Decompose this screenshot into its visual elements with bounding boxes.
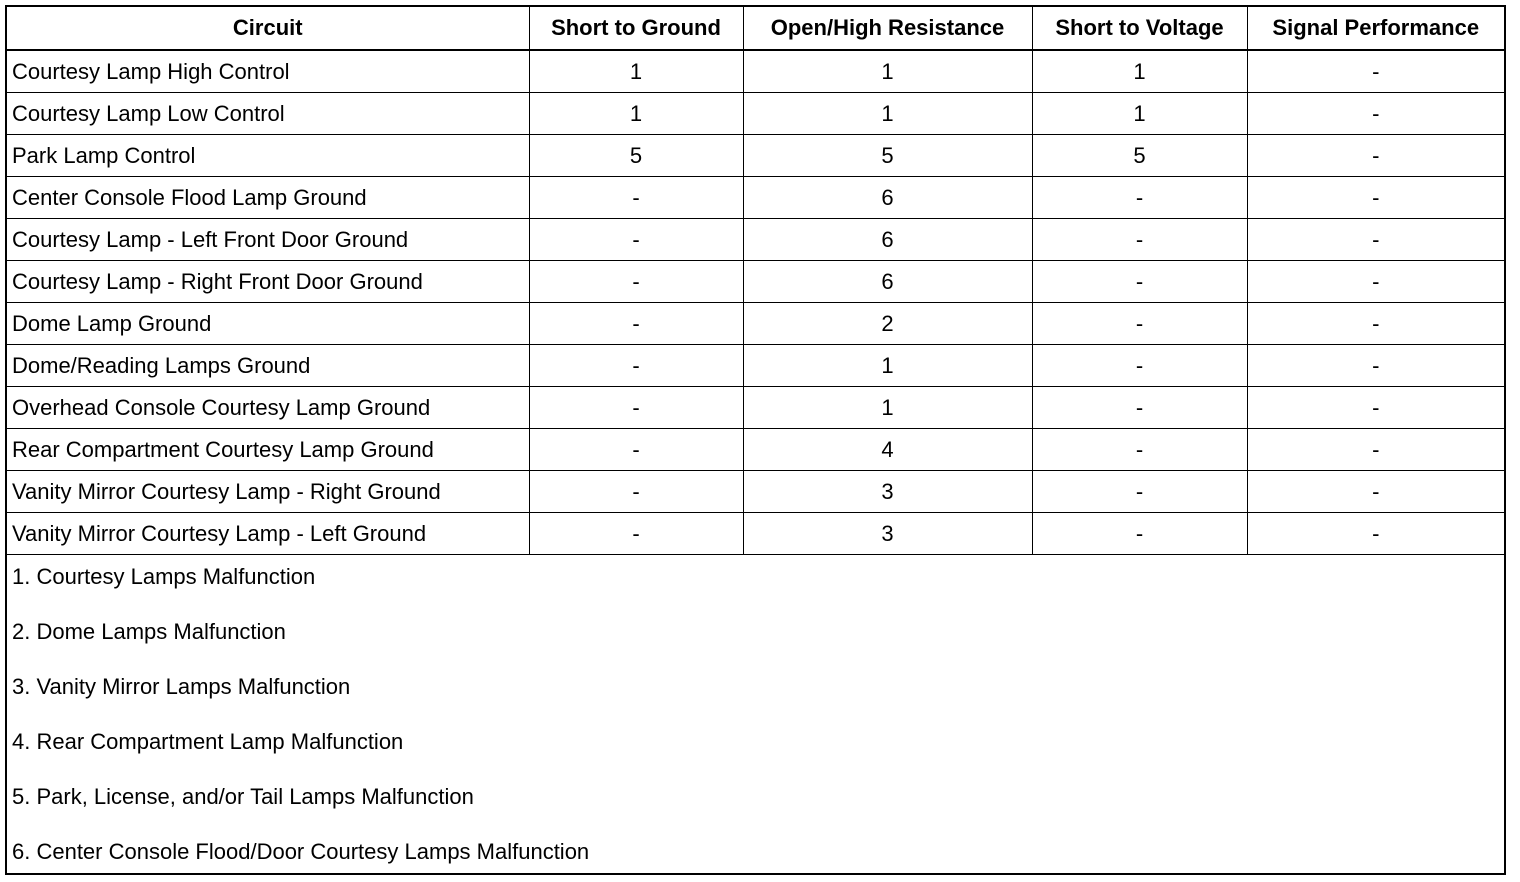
short-to-voltage-value: - xyxy=(1032,387,1247,429)
open-high-resistance-value: 6 xyxy=(743,219,1032,261)
open-high-resistance-value: 1 xyxy=(743,93,1032,135)
signal-performance-value: - xyxy=(1247,93,1504,135)
signal-performance-value: - xyxy=(1247,471,1504,513)
open-high-resistance-value: 1 xyxy=(743,387,1032,429)
circuit-name: Dome/Reading Lamps Ground xyxy=(7,345,529,387)
open-high-resistance-value: 1 xyxy=(743,50,1032,93)
open-high-resistance-value: 6 xyxy=(743,177,1032,219)
short-to-ground-value: - xyxy=(529,177,743,219)
short-to-ground-value: - xyxy=(529,513,743,555)
circuit-name: Center Console Flood Lamp Ground xyxy=(7,177,529,219)
short-to-ground-value: - xyxy=(529,345,743,387)
footnote-item: 2. Dome Lamps Malfunction xyxy=(12,619,286,644)
short-to-ground-value: 1 xyxy=(529,93,743,135)
short-to-voltage-value: 1 xyxy=(1032,93,1247,135)
circuit-symptom-table xyxy=(7,7,1504,555)
short-to-voltage-value: 5 xyxy=(1032,135,1247,177)
open-high-resistance-value: 5 xyxy=(743,135,1032,177)
signal-performance-value: - xyxy=(1247,303,1504,345)
diagnostic-table-frame xyxy=(5,5,1506,875)
circuit-name: Park Lamp Control xyxy=(7,135,529,177)
short-to-voltage-value: - xyxy=(1032,177,1247,219)
circuit-name: Rear Compartment Courtesy Lamp Ground xyxy=(7,429,529,471)
table-row xyxy=(7,345,1504,387)
circuit-name: Courtesy Lamp Low Control xyxy=(7,93,529,135)
signal-performance-value: - xyxy=(1247,429,1504,471)
circuit-name: Courtesy Lamp - Left Front Door Ground xyxy=(7,219,529,261)
open-high-resistance-value: 1 xyxy=(743,345,1032,387)
open-high-resistance-value: 3 xyxy=(743,513,1032,555)
table-row xyxy=(7,261,1504,303)
table-row xyxy=(7,219,1504,261)
table-row xyxy=(7,135,1504,177)
short-to-ground-value: - xyxy=(529,387,743,429)
short-to-ground-value: - xyxy=(529,303,743,345)
short-to-ground-value: - xyxy=(529,471,743,513)
header-signal-performance: Signal Performance xyxy=(1247,7,1504,50)
table-row xyxy=(7,513,1504,555)
table-row xyxy=(7,471,1504,513)
short-to-ground-value: - xyxy=(529,429,743,471)
signal-performance-value: - xyxy=(1247,135,1504,177)
circuit-name: Courtesy Lamp High Control xyxy=(7,50,529,93)
signal-performance-value: - xyxy=(1247,513,1504,555)
footnote-item: 6. Center Console Flood/Door Courtesy Lamps Malfunction xyxy=(12,839,590,864)
short-to-voltage-value: - xyxy=(1032,471,1247,513)
short-to-ground-value: - xyxy=(529,261,743,303)
short-to-voltage-value: - xyxy=(1032,303,1247,345)
table-row xyxy=(7,303,1504,345)
short-to-ground-value: 1 xyxy=(529,50,743,93)
table-row xyxy=(7,387,1504,429)
short-to-voltage-value: 1 xyxy=(1032,50,1247,93)
signal-performance-value: - xyxy=(1247,387,1504,429)
table-row xyxy=(7,429,1504,471)
footnote-item: 1. Courtesy Lamps Malfunction xyxy=(12,564,316,589)
signal-performance-value: - xyxy=(1247,50,1504,93)
short-to-ground-value: - xyxy=(529,219,743,261)
short-to-voltage-value: - xyxy=(1032,219,1247,261)
header-short-to-voltage: Short to Voltage xyxy=(1032,7,1247,50)
signal-performance-value: - xyxy=(1247,219,1504,261)
circuit-name: Overhead Console Courtesy Lamp Ground xyxy=(7,387,529,429)
footnote-item: 5. Park, License, and/or Tail Lamps Malfunction xyxy=(12,784,474,809)
short-to-ground-value: 5 xyxy=(529,135,743,177)
table-header-row xyxy=(7,7,1504,50)
short-to-voltage-value: - xyxy=(1032,261,1247,303)
circuit-name: Courtesy Lamp - Right Front Door Ground xyxy=(7,261,529,303)
table-row xyxy=(7,93,1504,135)
footnotes xyxy=(7,555,1504,875)
circuit-name: Vanity Mirror Courtesy Lamp - Left Ground xyxy=(7,513,529,555)
footnote-item: 4. Rear Compartment Lamp Malfunction xyxy=(12,729,404,754)
table-row xyxy=(7,177,1504,219)
open-high-resistance-value: 4 xyxy=(743,429,1032,471)
short-to-voltage-value: - xyxy=(1032,429,1247,471)
signal-performance-value: - xyxy=(1247,345,1504,387)
open-high-resistance-value: 6 xyxy=(743,261,1032,303)
signal-performance-value: - xyxy=(1247,261,1504,303)
open-high-resistance-value: 3 xyxy=(743,471,1032,513)
header-open-high-resistance: Open/High Resistance xyxy=(743,7,1032,50)
circuit-name: Vanity Mirror Courtesy Lamp - Right Ground xyxy=(7,471,529,513)
header-short-to-ground: Short to Ground xyxy=(529,7,743,50)
header-circuit: Circuit xyxy=(7,7,529,50)
short-to-voltage-value: - xyxy=(1032,513,1247,555)
circuit-name: Dome Lamp Ground xyxy=(7,303,529,345)
short-to-voltage-value: - xyxy=(1032,345,1247,387)
footnote-item: 3. Vanity Mirror Lamps Malfunction xyxy=(12,674,351,699)
open-high-resistance-value: 2 xyxy=(743,303,1032,345)
table-row xyxy=(7,50,1504,93)
signal-performance-value: - xyxy=(1247,177,1504,219)
